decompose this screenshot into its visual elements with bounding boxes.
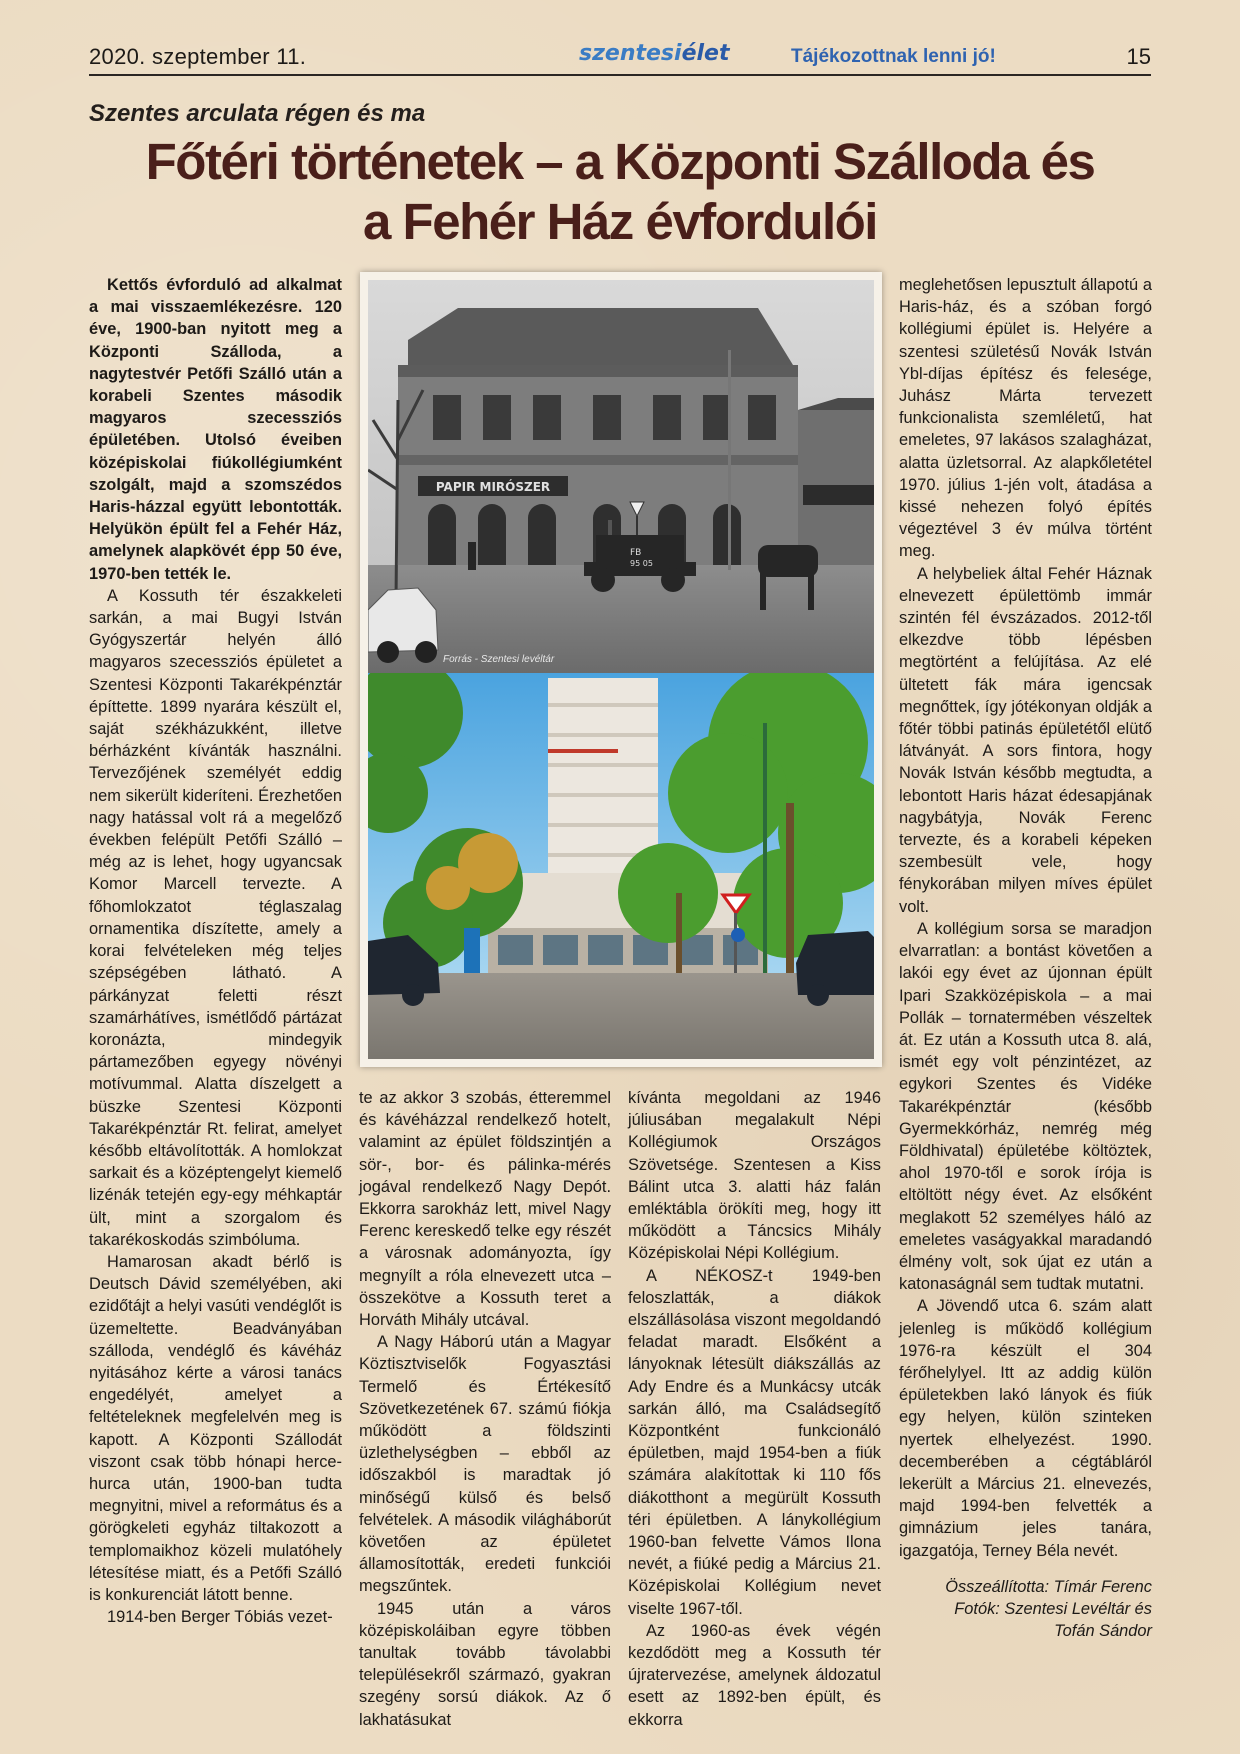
issue-date: 2020. szeptember 11. xyxy=(89,44,307,69)
paragraph: meglehetősen lepusztult állapotú a Haris-ház, és a szóban forgó kollégiumi épület is. Helyére a szentesi születésű Novák István Ybl-díjas építész és felesége, Juhász Márta tervezett funkcionalista szemléletű, hat emeletes, 97 lakásos szalagházat, alatta üzletsorral. Az alapkőletétel 1970. július 1-jén volt, átadása a kissé nehezen folyó építés végeztével 3 év múlva történt meg. xyxy=(899,276,1152,561)
paragraph: A kollégium sorsa se maradjon elvarratlan: a bontást követően a lakói egy évet az újonnan épült Ipari Szakközépiskola – a mai Pollák – tornatermében vészeltek át. Ez után a Kossuth utca 8. alá, ismét egy volt pénzintézet, az egykori Szentes és Vidéke Takarékpénztár (később Gyermekkórház, nemrég még Földhivatal) épületébe költöztek, ahol 1970-től e sorok írója is eltöltött négy évet. Az elsőként meglakott 52 személyes háló az emeletes vaságyakkal maradandó élmény volt, sok újat ez után a katonaságnál sem tudtak mutatni. xyxy=(899,919,1152,1294)
truck-plate-line-1: FB xyxy=(630,548,642,558)
paragraph: A Jövendő utca 6. szám alatt jelenleg is működő kollégium 1976-ra készült el 304 férőhelylyel. Itt az addig külön épületekben lakó lányok és fiúk egy helyen, külön szinteken nyertek elhelyezést. 1990. decemberében a cégtábláról lekerült a Március 21. elnevezés, majd 1994-ben felvették a gimnázium jeles tanára, igazgatója, Terney Béla nevét. xyxy=(899,1297,1152,1560)
text-column-3 xyxy=(628,1087,881,1731)
header-slogan: Tájékozottnak lenni jó! xyxy=(791,46,996,67)
truck-plate-line-2: 95 05 xyxy=(630,559,653,568)
paragraph: 1914-ben Berger Tóbiás vezet- xyxy=(107,1608,333,1627)
paragraph: A helybeliek által Fehér Háznak elnevezett épülettömb immár szintén fél évszázados. 2012-től elkezdve több lépésben megtörtént a felújítása. Az elé ültetett fák mára igencsak megnőttek, így jótékonyan oldják a főtér többi patinás épületétől elütő látványát. A sors fintora, hogy Novák István később megtudta, a lebontott Haris házat édesapjának nagybátyja, Novák Ferenc tervezte, és a korabeli képeken szembesült vele, hogy fénykorában milyen míves épület volt. xyxy=(899,564,1152,916)
paragraph: Az 1960-as évek végén kezdődött meg a Kossuth tér újratervezése, amelynek áldozatul esett az 1892-ben épült, és ekkorra xyxy=(628,1621,881,1729)
text-column-4 xyxy=(899,274,1152,1642)
credit-photos-line-1: Fotók: Szentesi Levéltár és xyxy=(954,1599,1152,1618)
modern-photo-drawing xyxy=(368,673,874,1059)
paragraph: 1945 után a város középiskoláiban egyre többen tanultak tovább távolabbi településekről származó, gyakran szegény sorsú diákok. Az ő lakhatásukat xyxy=(359,1599,611,1729)
article-title xyxy=(89,132,1151,252)
paragraph: kívánta megoldani az 1946 júliusában megalakult Népi Kollégiumok Országos Szövetsége. Szentesen a Kiss Bálint utca 3. alatti ház falán emléktábla örökíti meg, hogy itt működött a Táncsics Mihály Középiskolai Népi Kollégium. xyxy=(628,1089,881,1263)
credit-compiled: Összeállította: Tímár Ferenc xyxy=(945,1577,1152,1596)
logo-part-1: szentesi xyxy=(579,41,682,66)
lead-paragraph: Kettős évforduló ad alkalmat a mai visszaemlékezésre. 120 éve, 1900-ban nyitott meg a Központi Szálloda, a nagytestvér Petőfi Szálló után a korabeli Szentes második magyaros szecessziós épületében. Utolsó éveiben középiskolai fiúkollégiumként szolgált, majd a szomszédos Haris-házzal együtt lebontották. Helyükön épült fel a Fehér Ház, amelynek alapkövét épp 50 éve, 1970-ben tették le. xyxy=(89,276,342,583)
historic-photo xyxy=(368,280,874,673)
shop-sign-text: PAPIR MIRÓSZER xyxy=(435,480,551,494)
title-line-2: a Fehér Ház évfordulói xyxy=(363,193,877,250)
paragraph: A Nagy Háború után a Magyar Köztisztviselők Fogyasztási Termelő és Értékesítő Szövetkezetének 67. számú fiókja működött a földszinti üzlethelységben – ebből az időszakból is maradtak jó minőségű külső és belső felvételek. A második világháborút követően az épületet államosították, eredeti funkciói megszűntek. xyxy=(359,1333,611,1596)
logo-part-2: élet xyxy=(681,41,730,66)
text-column-2 xyxy=(359,1087,611,1731)
title-line-1: Főtéri történetek – a Központi Szálloda és xyxy=(145,133,1095,190)
newspaper-logo xyxy=(579,41,729,66)
photo-source-label: Forrás - Szentesi levéltár xyxy=(443,654,555,665)
paragraph: Hamarosan akadt bérlő is Deutsch Dávid személyében, aki ezidőtájt a helyi vasúti vendéglőt is üzemeltette. Beadványában szálloda, vendéglő és kávéház nyitásához kérte a városi tanács engedélyét, amelyet a feltételeknek megfelelvén meg is kapott. A Központi Szállodát viszont csak több hónapi herce-hurca után, 1900-ban tudta megnyitni, mivel a református és a görögkeleti egyház tiltakozott a templomaikhoz közeli mulatóhely létesítése miatt, és a Petőfi Szálló is konkurenciát látott benne. xyxy=(89,1252,342,1604)
paragraph: A NÉKOSZ-t 1949-ben feloszlatták, a diákok elszállásolása viszont megoldandó feladat maradt. Elsőként a lányoknak létesült diákszállás az Ady Endre és a Munkácsy utcák sarkán álló, ma Családsegítő Központként funkcionáló épületben, majd 1954-ben a fiúk számára alakítottak ki 110 fős diákotthont a megürült Kossuth téri épületben. A lánykollégium 1960-ban felvette Vámos Ilona nevét, a fiúké pedig a Március 21. Középiskolai Kollégium nevet viselte 1967-től. xyxy=(628,1266,881,1618)
photo-frame xyxy=(360,272,882,1067)
historic-photo-drawing xyxy=(368,280,874,673)
paragraph: te az akkor 3 szobás, étteremmel és kávéházzal rendelkező hotelt, valamint az épület földszintjén a sör-, bor- és pálinka-mérés jogával rendelkező Nagy Depót. Ekkorra sarokház lett, mivel Nagy Ferenc kereskedő telke egy részét a városnak adományozta, így megnyílt a róla elnevezett utca – összekötve a Kossuth teret a Horváth Mihály utcával. xyxy=(359,1089,611,1330)
article-kicker: Szentes arculata régen és ma xyxy=(89,100,426,127)
page-number: 15 xyxy=(1126,44,1151,69)
page-header xyxy=(89,41,1151,76)
paragraph: A Kossuth tér északkeleti sarkán, a mai Bugyi István Gyógyszertár helyén álló magyaros szecessziós épületet a Szentesi Központi Takarékpénztár építtette. 1899 nyarára készült el, saját székházukként, illetve bérházként kívánták használni. Tervezőjének személyét eddig nem sikerült kideríteni. Érezhetően nagy hatással volt rá a megelőző években felépült Petőfi Szálló – még az is lehet, hogy ugyancsak Komor Marcell tervezte. A főhomlokzatot téglaszalag ornamentika díszítette, amely a korai felvételeken még teljes szépségében látható. A párkányzat feletti részt szamárhátíves, ismétlődő pártázat koronázta, mindegyik pártamezőben egyegy növényi motívummal. Alatta díszelgett a büszke Szentesi Központi Takarékpénztár Rt. felirat, amelyet később eltávolították. A homlokzat sarkait és a középtengelyt kiemelő lizénák tetején egy-egy méhkaptár ült, mint a szorgalom és takarékoskodás szimbóluma. xyxy=(89,586,342,1249)
text-column-1 xyxy=(89,274,342,1628)
modern-photo xyxy=(368,673,874,1059)
credit-photos-line-2: Tofán Sándor xyxy=(1054,1622,1152,1641)
